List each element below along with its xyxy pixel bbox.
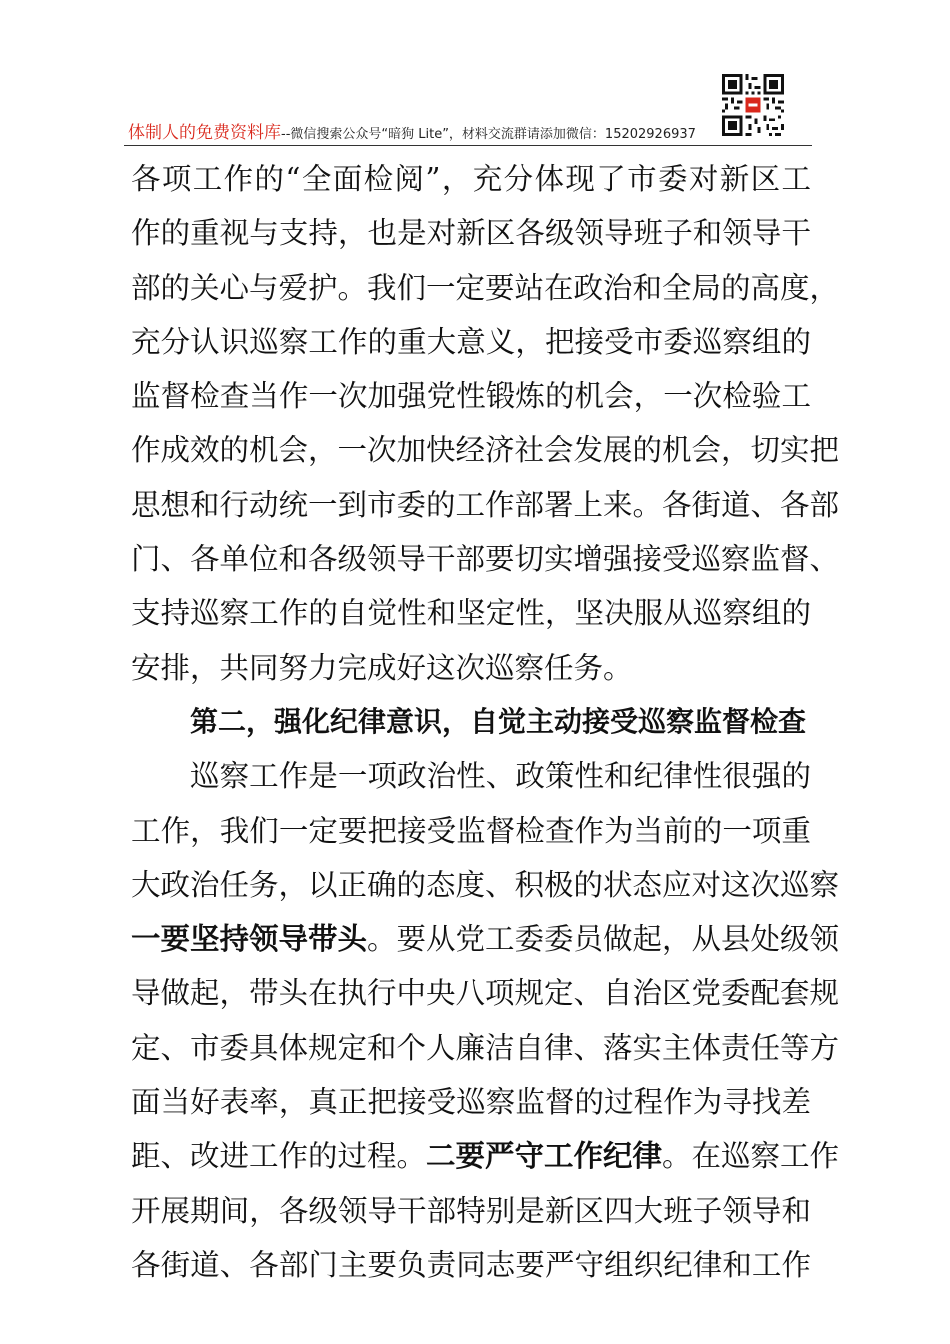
header-divider (124, 145, 812, 146)
text-line: 各项工作的“全面检阅”，充分体现了市委对新区工 (131, 162, 811, 196)
text-line: 面当好表率，真正把接受巡察监督的过程作为寻找差 (131, 1085, 811, 1120)
text-line: 工作，我们一定要把接受监督检查作为当前的一项重 (131, 813, 811, 848)
text-line: 作的重视与支持，也是对新区各级领导班子和领导干 (131, 216, 811, 251)
text-line: 充分认识巡察工作的重大意义，把接受市委巡察组的 (131, 324, 811, 359)
text-line: 思想和行动统一到市委的工作部署上来。各街道、各部 (131, 487, 840, 522)
text-line (131, 1129, 840, 1183)
text-segment: 距、改进工作的过程。 (131, 1139, 427, 1174)
text-line (131, 912, 840, 966)
text-line: 各街道、各部门主要负责同志要严守组织纪律和工作 (131, 1247, 811, 1282)
emphasis-point-one: 一要坚持领导带头 (131, 922, 368, 957)
text-line: 大政治任务，以正确的态度、积极的状态应对这次巡察 (131, 867, 840, 902)
header-info: --微信搜索公众号“暗狗 Lite”，材料交流群请添加微信：15202926937 (281, 127, 696, 142)
text-line: 开展期间，各级领导干部特别是新区四大班子领导和 (131, 1193, 811, 1228)
text-line: 门、各单位和各级领导干部要切实增强接受巡察监督、 (131, 542, 840, 577)
text-line: 监督检查当作一次加强党性锻炼的机会，一次检验工 (131, 379, 811, 414)
text-line: 作成效的机会，一次加快经济社会发展的机会，切实把 (131, 433, 840, 468)
text-line: 支持巡察工作的自觉性和坚定性，坚决服从巡察组的 (131, 596, 811, 631)
emphasis-point-two: 二要严守工作纪律 (426, 1139, 663, 1174)
section-heading: 第二，强化纪律意识，自觉主动接受巡察监督检查 (190, 704, 807, 738)
text-line: 导做起，带头在执行中央八项规定、自治区党委配套规 (131, 976, 840, 1011)
text-segment: 。在巡察工作 (662, 1139, 840, 1174)
header-brand: 体制人的免费资料库 (128, 123, 281, 143)
text-segment: 。要从党工委委员做起，从县处级领 (367, 922, 840, 957)
text-line: 部的关心与爱护。我们一定要站在政治和全局的高度， (131, 270, 840, 305)
qr-code-icon (722, 74, 784, 136)
document-body (131, 152, 840, 1292)
text-line: 安排，共同努力完成好这次巡察任务。 (131, 650, 633, 685)
page-header (128, 118, 788, 148)
text-line: 巡察工作是一项政治性、政策性和纪律性很强的 (190, 759, 811, 794)
text-line: 定、市委具体规定和个人廉洁自律、落实主体责任等方 (131, 1030, 840, 1065)
